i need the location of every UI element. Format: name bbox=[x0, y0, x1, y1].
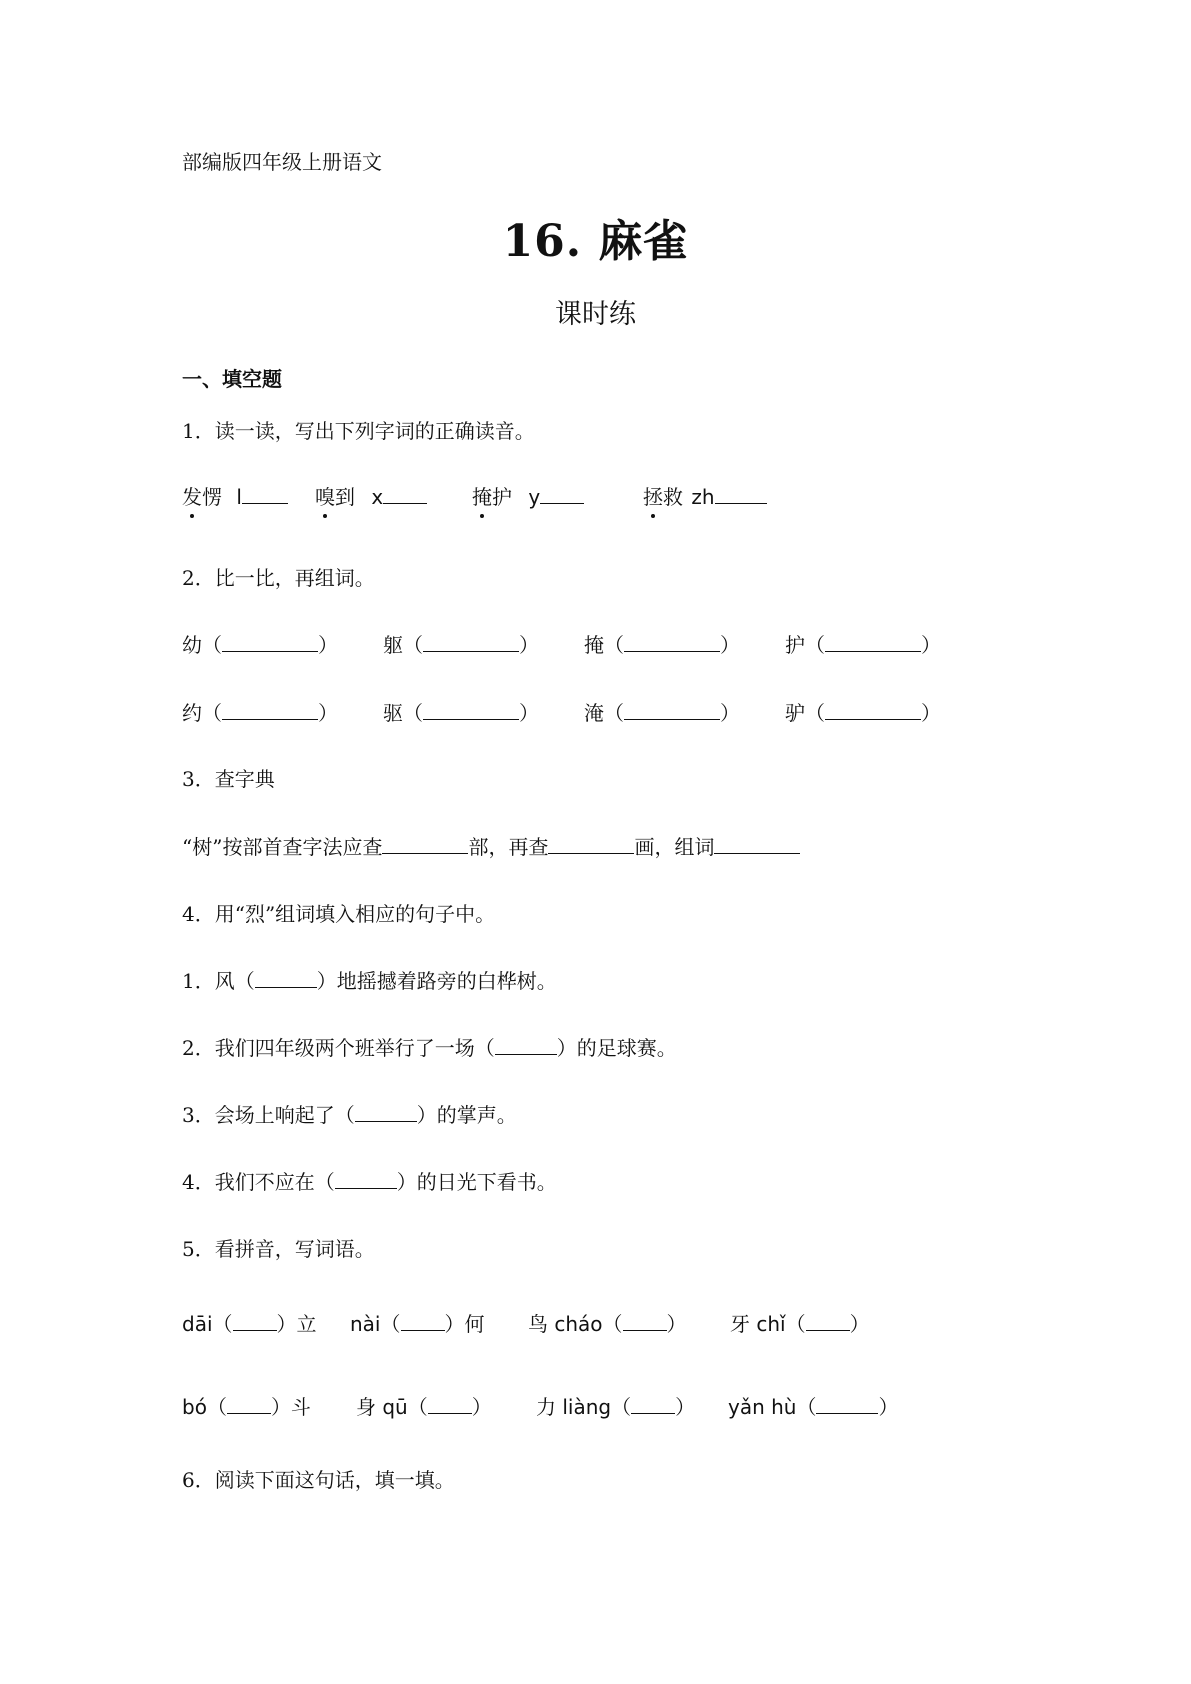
answer-blank[interactable] bbox=[495, 1036, 557, 1055]
answer-blank[interactable] bbox=[428, 1395, 472, 1414]
q1-item-2: 嗅到 x bbox=[315, 481, 427, 510]
q2-row2-item-3: 淹（ ） bbox=[584, 701, 740, 725]
answer-blank[interactable] bbox=[382, 835, 468, 854]
answer-blank[interactable] bbox=[423, 633, 519, 652]
q5-row2-item-2: 身 qū（ ） bbox=[356, 1395, 492, 1419]
answer-blank[interactable] bbox=[631, 1395, 675, 1414]
answer-blank[interactable] bbox=[222, 633, 318, 652]
answer-blank[interactable] bbox=[401, 1312, 445, 1331]
page-title: 16. 麻雀 bbox=[502, 216, 689, 267]
answer-blank[interactable] bbox=[714, 835, 800, 854]
answer-blank[interactable] bbox=[255, 969, 317, 988]
q3-line: “树”按部首查字法应查 部，再查 画，组词 bbox=[182, 831, 800, 860]
question-6-prompt: 6．阅读下面这句话，填一填。 bbox=[182, 1468, 455, 1492]
answer-blank[interactable] bbox=[825, 701, 921, 720]
q2-row2-item-4: 驴（ ） bbox=[785, 701, 941, 725]
q4-sentence-4: 4．我们不应在（ ）的日光下看书。 bbox=[182, 1170, 557, 1194]
answer-blank[interactable] bbox=[242, 485, 288, 504]
q1-item-3: 掩护 y bbox=[472, 481, 584, 510]
section-heading: 一、填空题 bbox=[182, 367, 282, 391]
question-5-prompt: 5．看拼音，写词语。 bbox=[182, 1237, 375, 1261]
q5-row1-item-1: dāi（ ）立 bbox=[182, 1312, 317, 1336]
q1-item-1: 发愣 l bbox=[182, 481, 288, 510]
question-1-prompt: 1．读一读，写出下列字词的正确读音。 bbox=[182, 419, 535, 443]
q4-sentence-2: 2．我们四年级两个班举行了一场（ ）的足球赛。 bbox=[182, 1036, 677, 1060]
q5-row2-item-4: yǎn hù（ ） bbox=[728, 1395, 899, 1419]
q2-row1-item-3: 掩（ ） bbox=[584, 633, 740, 657]
question-2-prompt: 2．比一比，再组词。 bbox=[182, 566, 375, 590]
question-4-prompt: 4．用“烈”组词填入相应的句子中。 bbox=[182, 902, 496, 926]
answer-blank[interactable] bbox=[233, 1312, 277, 1331]
q2-row2-item-2: 驱（ ） bbox=[383, 701, 539, 725]
q5-row1-item-2: nài（ ）何 bbox=[350, 1312, 485, 1336]
q5-row2-item-1: bó（ ）斗 bbox=[182, 1395, 311, 1419]
q2-row1-item-2: 躯（ ） bbox=[383, 633, 539, 657]
answer-blank[interactable] bbox=[624, 701, 720, 720]
answer-blank[interactable] bbox=[383, 485, 427, 504]
answer-blank[interactable] bbox=[825, 633, 921, 652]
page-subtitle: 课时练 bbox=[555, 299, 636, 330]
q5-row2-item-3: 力 liàng（ ） bbox=[536, 1395, 696, 1419]
document-header: 部编版四年级上册语文 bbox=[182, 150, 382, 174]
answer-blank[interactable] bbox=[715, 485, 767, 504]
answer-blank[interactable] bbox=[335, 1170, 397, 1189]
q2-row2-item-1: 约（ ） bbox=[182, 701, 338, 725]
answer-blank[interactable] bbox=[806, 1312, 850, 1331]
q4-sentence-1: 1．风（ ）地摇撼着路旁的白桦树。 bbox=[182, 969, 557, 993]
q2-row1-item-4: 护（ ） bbox=[785, 633, 941, 657]
answer-blank[interactable] bbox=[222, 701, 318, 720]
q2-row1-item-1: 幼（ ） bbox=[182, 633, 338, 657]
answer-blank[interactable] bbox=[623, 1312, 667, 1331]
answer-blank[interactable] bbox=[227, 1395, 271, 1414]
question-3-prompt: 3．查字典 bbox=[182, 767, 275, 791]
answer-blank[interactable] bbox=[548, 835, 634, 854]
q4-sentence-3: 3．会场上响起了（ ）的掌声。 bbox=[182, 1103, 517, 1127]
q5-row1-item-3: 鸟 cháo（ ） bbox=[528, 1312, 687, 1336]
answer-blank[interactable] bbox=[355, 1103, 417, 1122]
answer-blank[interactable] bbox=[816, 1395, 878, 1414]
q1-item-4: 拯救 zh bbox=[643, 481, 767, 510]
answer-blank[interactable] bbox=[423, 701, 519, 720]
q5-row1-item-4: 牙 chǐ（ ） bbox=[730, 1312, 870, 1336]
answer-blank[interactable] bbox=[540, 485, 584, 504]
answer-blank[interactable] bbox=[624, 633, 720, 652]
